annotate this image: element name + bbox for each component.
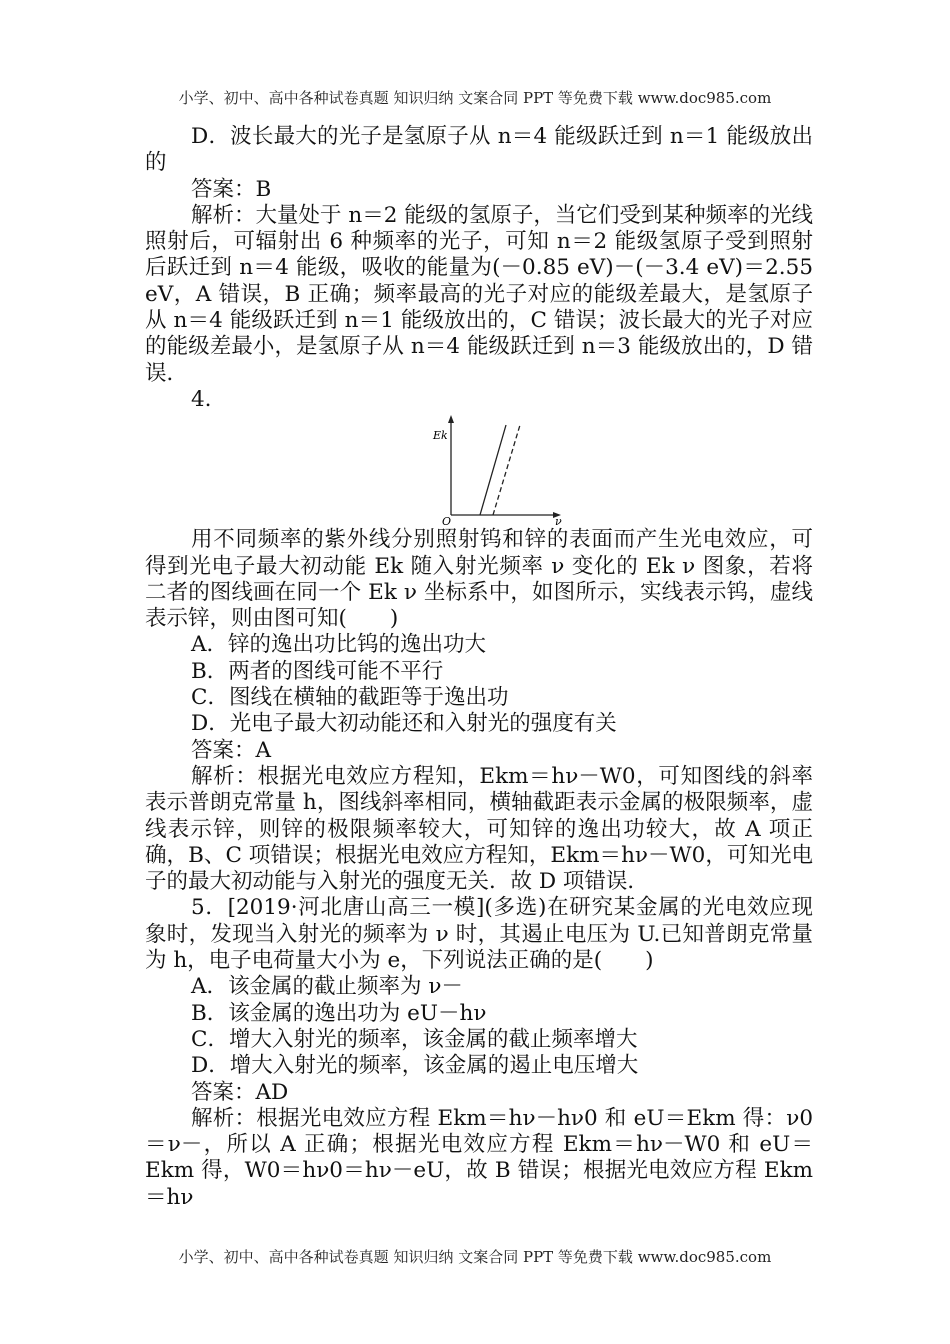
x-axis-label: ν: [555, 515, 562, 526]
origin-label: O: [442, 515, 452, 526]
q5-option-a: A．该金属的截止频率为 ν－: [191, 974, 463, 1000]
q3-analysis: 解析：大量处于 n＝2 能级的氢原子，当它们受到某种频率的光线照射后，可辐射出 6 种频率的光子，可知 n＝2 能级氢原子受到照射后跃迁到 n＝4 能级，吸收的能量为(－0.85 eV)－(－3.4 eV)＝2.55 eV，A 错误，B 正确；频率最高的光子对应的能级差最大，是氢原子从 n＝4 能级跃迁到 n＝1 能级放出的，C 错误；波长最大的光子对应的能级差最小，是氢原子从 n＝4 能级跃迁到 n＝3 能级放出的，D 错误．: [145, 202, 813, 386]
q3-option-d: D．波长最大的光子是氢原子从 n＝4 能级跃迁到 n＝1 能级放出的: [145, 124, 813, 176]
q4-number: 4.: [191, 386, 212, 412]
q4-answer: 答案：A: [191, 737, 272, 763]
q5-answer: 答案：AD: [191, 1079, 289, 1105]
y-axis-arrow: [448, 415, 454, 423]
q5-stem: 5．[2019·河北唐山高三一模](多选)在研究某金属的光电效应现象时，发现当入射光的频率为 ν 时，其遏止电压为 U.已知普朗克常量为 h，电子电荷量大小为 e，下列说法正确的是( ): [145, 895, 813, 974]
q3-answer: 答案：B: [191, 176, 272, 202]
q5-option-c: C．增大入射光的频率，该金属的截止频率增大: [191, 1026, 638, 1052]
q4-stem: 用不同频率的紫外线分别照射钨和锌的表面而产生光电效应，可得到光电子最大初动能 Ek 随入射光频率 ν 变化的 Ek ν 图象，若将二者的图线画在同一个 Ek ν 坐标系中，如图所示，实线表示钨，虚线表示锌，则由图可知( ): [145, 527, 813, 632]
q4-option-d: D．光电子最大初动能还和入射光的强度有关: [191, 711, 617, 737]
tungsten-line: [480, 425, 506, 515]
q5-analysis: 解析：根据光电效应方程 Ekm＝hν－hν0 和 eU＝Ekm 得：ν0＝ν－，所以 A 正确；根据光电效应方程 Ekm＝hν－W0 和 eU＝Ekm 得，W0＝hν0＝hν－eU，故 B 错误；根据光电效应方程 Ekm＝hν: [145, 1105, 813, 1210]
ek-nu-graph: [421, 413, 571, 525]
q4-figure: [145, 413, 813, 527]
page-footer: 小学、初中、高中各种试卷真题 知识归纳 文案合同 PPT 等免费下载 www.doc985.com: [178, 1248, 772, 1266]
page-header: 小学、初中、高中各种试卷真题 知识归纳 文案合同 PPT 等免费下载 www.doc985.com: [178, 89, 772, 107]
q4-analysis: 解析：根据光电效应方程知，Ekm＝hν－W0，可知图线的斜率表示普朗克常量 h，图线斜率相同，横轴截距表示金属的极限频率，虚线表示锌，则锌的极限频率较大，可知锌的逸出功较大，故 A 项正确，B、C 项错误；根据光电效应方程知，Ekm＝hν－W0，可知光电子的最大初动能与入射光的强度无关．故 D 项错误．: [145, 763, 813, 895]
q5-option-d: D．增大入射光的频率，该金属的遏止电压增大: [191, 1053, 639, 1079]
q5-option-b: B．该金属的逸出功为 eU－hν: [191, 1000, 487, 1026]
page-content: [145, 124, 813, 1211]
q4-option-b: B．两者的图线可能不平行: [191, 658, 444, 684]
y-axis-label: Ek: [433, 429, 448, 443]
q4-option-c: C．图线在横轴的截距等于逸出功: [191, 685, 509, 711]
q4-option-a: A．锌的逸出功比钨的逸出功大: [191, 632, 487, 658]
zinc-line: [493, 425, 520, 515]
